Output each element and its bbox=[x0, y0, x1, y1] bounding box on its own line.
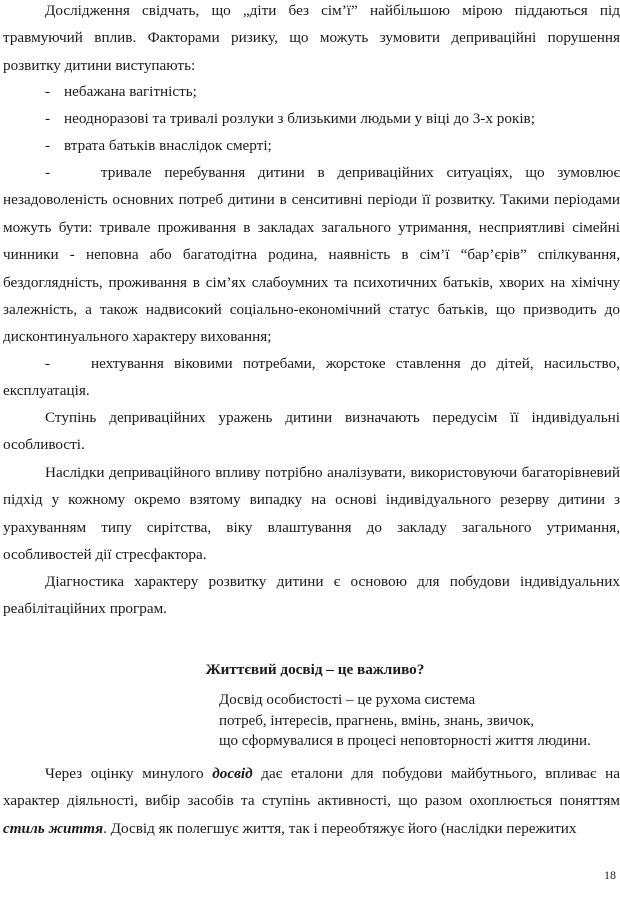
epigraph-line: Досвід особистості – це рухома система bbox=[219, 692, 476, 708]
list-dash: - bbox=[45, 110, 51, 127]
text-run: дає еталони для побудови майбутнього, впливає на характер діяльності, вибір засобів та ступінь активності, що разом охоплюється поняттям bbox=[3, 765, 620, 810]
text-run: Через оцінку минулого bbox=[45, 765, 213, 782]
text-run: . Досвід як полегшує життя, так і переобтяжує його (наслідки пережитих bbox=[103, 819, 577, 837]
emphasis-term: стиль життя bbox=[3, 819, 104, 837]
epigraph-line: що сформувалися в процесі неповторності життя людини. bbox=[219, 733, 591, 750]
list-dash: - bbox=[45, 164, 51, 181]
section-heading: Життєвий досвід – це важливо? bbox=[205, 661, 425, 678]
list-item-neglect bbox=[3, 350, 620, 405]
list-item-text: тривале перебування дитини в деприваційних ситуаціях, що зумовлює незадоволеність основних потреб дитини в сенситивні періоди її розвитку. Такими періодами можуть бути: тривале проживання в закладах загального утримання, несприятливі сімейні чинники - неповна або багатодітна родина, наявність в сім’ї “бар’єрів” спілкування, бездоглядність, проживання в сім’ях слабоумних та психотичних батьків, хворих на хімічну залежність, а також надвисокий соціально-економічний статус батьків, що призводить до дисконтинуального характеру виховання; bbox=[3, 164, 620, 346]
paragraph-experience bbox=[3, 760, 620, 842]
list-item-text: неодноразові та тривалі розлуки з близькими людьми у віці до 3-х років; bbox=[64, 110, 535, 127]
list-dash: - bbox=[45, 83, 51, 100]
list-item-text: небажана вагітність; bbox=[64, 83, 197, 100]
paragraph-diagnostics: Діагностика характеру розвитку дитини є основою для побудови індивідуальних реабілітаційних програм. bbox=[3, 573, 620, 618]
paragraph-consequences: Наслідки деприваційного впливу потрібно аналізувати, використовуючи багаторівневий підхід у кожному окремо взятому випадку на основі індивідуального резерву дитини з урахуванням типу сирітства, віку влаштування до закладу загального утримання, особливостей дії стресфактора. bbox=[3, 464, 620, 564]
page-number: 18 bbox=[604, 868, 616, 882]
emphasis-term: досвід bbox=[212, 765, 253, 782]
list-dash: - bbox=[45, 137, 51, 154]
list-item-unwanted-pregnancy bbox=[45, 78, 620, 105]
epigraph bbox=[219, 690, 619, 752]
list-item-text: втрата батьків внаслідок смерті; bbox=[64, 137, 272, 154]
epigraph-line: потреб, інтересів, прагнень, вмінь, знань, звичок, bbox=[219, 712, 535, 729]
list-dash: - bbox=[45, 355, 51, 372]
list-item-loss-of-parents bbox=[45, 132, 620, 159]
paragraph-intro: Дослідження свідчать, що „діти без сім’ї” найбільшою мірою піддаються під травмуючий вплив. Факторами ризику, що можуть зумовити деприваційні порушення розвитку дитини виступають: bbox=[3, 2, 620, 74]
list-item-separations bbox=[45, 105, 620, 132]
list-item-deprivation-situations bbox=[3, 159, 620, 351]
paragraph-degree: Ступінь деприваційних уражень дитини визначають передусім її індивідуальні особливості. bbox=[3, 409, 620, 454]
list-item-text: нехтування віковими потребами, жорстоке ставлення до дітей, насильство, експлуатація. bbox=[3, 355, 620, 400]
